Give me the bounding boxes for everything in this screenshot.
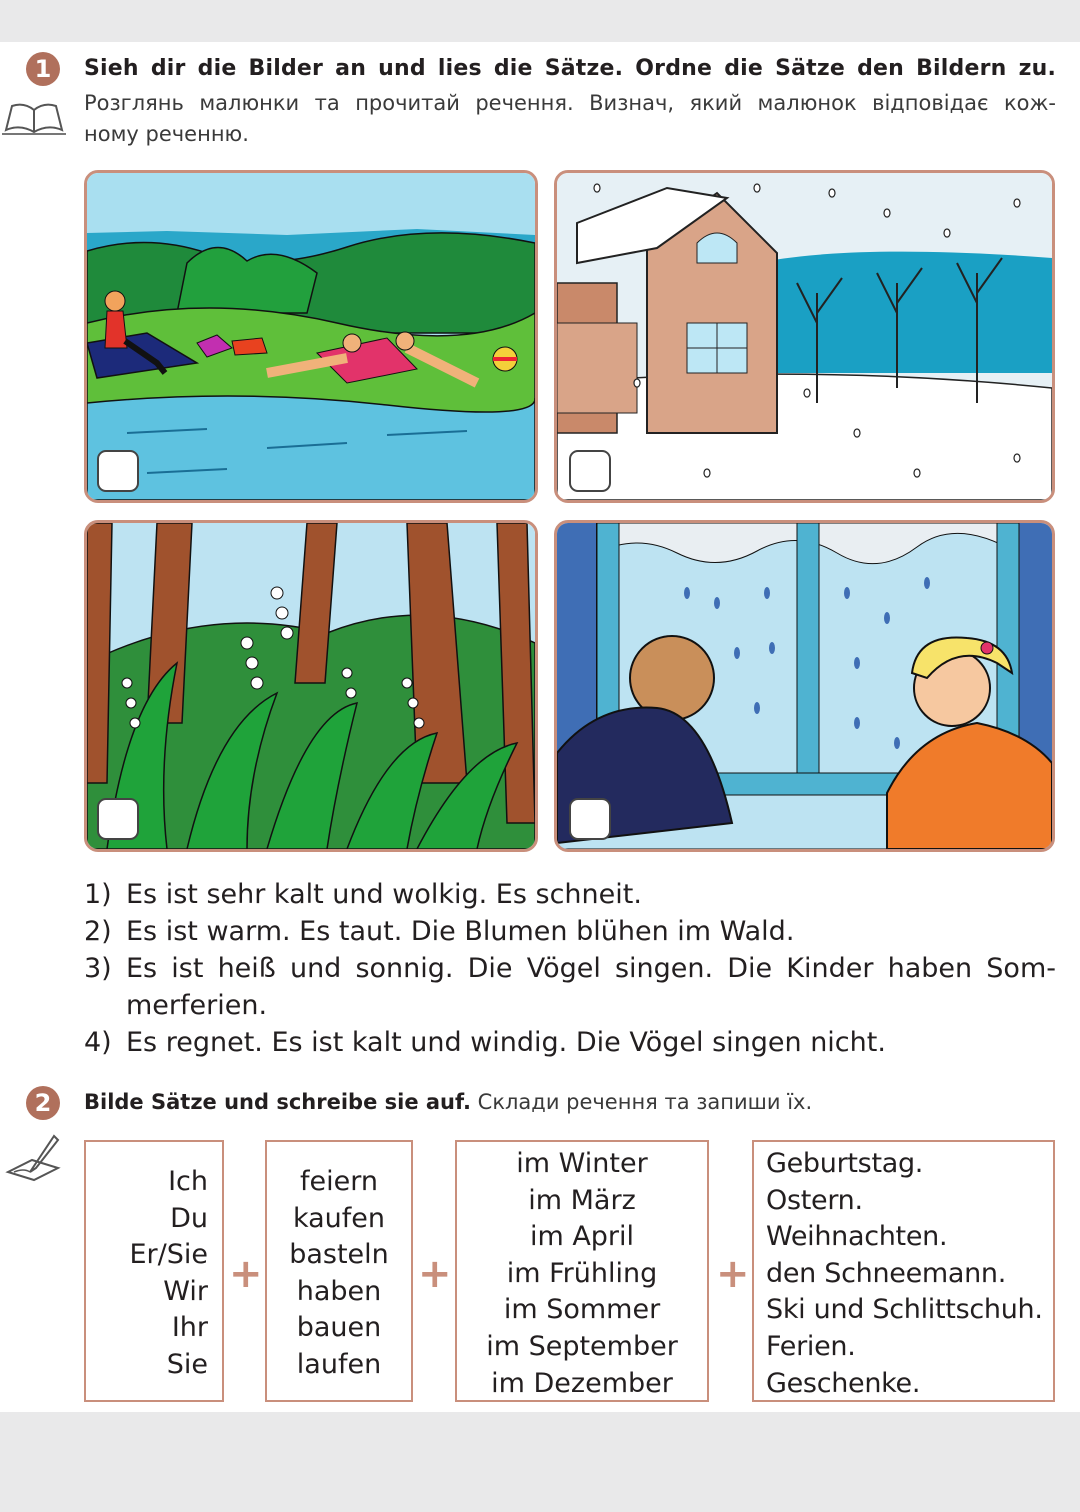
verb-box	[265, 1140, 413, 1402]
answer-box-picture-4[interactable]	[569, 798, 611, 840]
object-item: Ski und Schlittschuh.	[766, 1294, 1043, 1326]
exercise-2-title	[84, 1090, 812, 1114]
object-item: Ferien.	[766, 1330, 856, 1362]
sentence-text-line-1: Es ist heiß und sonnig. Die Vögel singen. Die Kinder haben Som-	[126, 953, 1056, 984]
plus-sign: +	[229, 1251, 263, 1297]
verb-item: bauen	[296, 1312, 382, 1344]
sentence-1	[84, 876, 1056, 913]
exercise-2-title-de: Bilde Sätze und schreibe sie auf.	[84, 1090, 471, 1114]
time-item: im Winter	[516, 1148, 648, 1179]
sentence-text	[126, 950, 1056, 1024]
sentence-2	[84, 913, 1056, 950]
pronoun-item: Ihr	[171, 1312, 208, 1344]
instruction-line-1: Розглянь малюнки та прочитай речення. Визнач, який малюнок відповідає кож-	[84, 91, 1056, 115]
sentence-4	[84, 1024, 1056, 1061]
sentence-text: Es ist sehr kalt und wolkig. Es schneit.	[126, 879, 642, 910]
object-item: den Schneemann.	[766, 1257, 1007, 1289]
write-pen-icon	[4, 1132, 62, 1184]
read-book-icon	[2, 96, 66, 136]
verb-item: haben	[296, 1275, 382, 1307]
sentence-text-line-2: merferien.	[126, 990, 268, 1021]
object-item: Weihnachten.	[766, 1221, 948, 1253]
object-item: Ostern.	[766, 1184, 863, 1216]
picture-rain-window	[554, 520, 1055, 852]
sentence-number: 2)	[84, 916, 112, 947]
answer-box-picture-2[interactable]	[569, 450, 611, 492]
pronoun-item: Wir	[163, 1275, 208, 1307]
exercise-1-title: Sieh dir die Bilder an und lies die Sätze. Ordne die Sätze den Bildern zu.	[84, 56, 1056, 81]
pronoun-item: Sie	[166, 1348, 208, 1380]
pronoun-item: Ich	[168, 1166, 208, 1197]
time-item: im September	[486, 1330, 678, 1362]
picture-summer-beach	[84, 170, 538, 503]
verb-item: basteln	[289, 1239, 389, 1271]
verb-item: feiern	[300, 1166, 378, 1197]
verb-item: kaufen	[292, 1202, 386, 1234]
time-item: im Dezember	[491, 1367, 673, 1399]
exercise-2-number: 2	[26, 1086, 60, 1120]
answer-box-picture-1[interactable]	[97, 450, 139, 492]
verb-item: laufen	[296, 1348, 382, 1380]
time-item: im Frühling	[506, 1257, 658, 1289]
object-box	[752, 1140, 1055, 1402]
time-item: im März	[528, 1184, 636, 1216]
time-box	[455, 1140, 709, 1402]
sentence-number: 3)	[84, 953, 112, 984]
object-item: Geburtstag.	[766, 1148, 924, 1179]
sentence-number: 4)	[84, 1027, 112, 1058]
answer-box-picture-3[interactable]	[97, 798, 139, 840]
picture-spring-forest	[84, 520, 538, 852]
exercise-2-title-ua: Склади речення та запиши їх.	[477, 1090, 813, 1114]
sentence-text: Es ist warm. Es taut. Die Blumen blühen im Wald.	[126, 916, 795, 947]
picture-winter-house	[554, 170, 1055, 503]
time-item: im April	[529, 1221, 635, 1253]
pronoun-box	[84, 1140, 224, 1402]
pronoun-item: Er/Sie	[129, 1239, 208, 1271]
pronoun-item: Du	[170, 1202, 208, 1234]
sentences-list	[84, 876, 1056, 1061]
plus-sign: +	[418, 1251, 452, 1297]
time-item: im Sommer	[503, 1294, 661, 1326]
plus-sign: +	[716, 1251, 750, 1297]
sentence-number: 1)	[84, 879, 112, 910]
exercise-1-number: 1	[26, 52, 60, 86]
sentence-text: Es regnet. Es ist kalt und windig. Die Vögel singen nicht.	[126, 1027, 886, 1058]
object-item: Geschenke.	[766, 1367, 921, 1399]
exercise-1-instruction-ua	[84, 88, 1056, 150]
sentence-3	[84, 950, 1056, 1024]
instruction-line-2: ному реченню.	[84, 122, 249, 146]
